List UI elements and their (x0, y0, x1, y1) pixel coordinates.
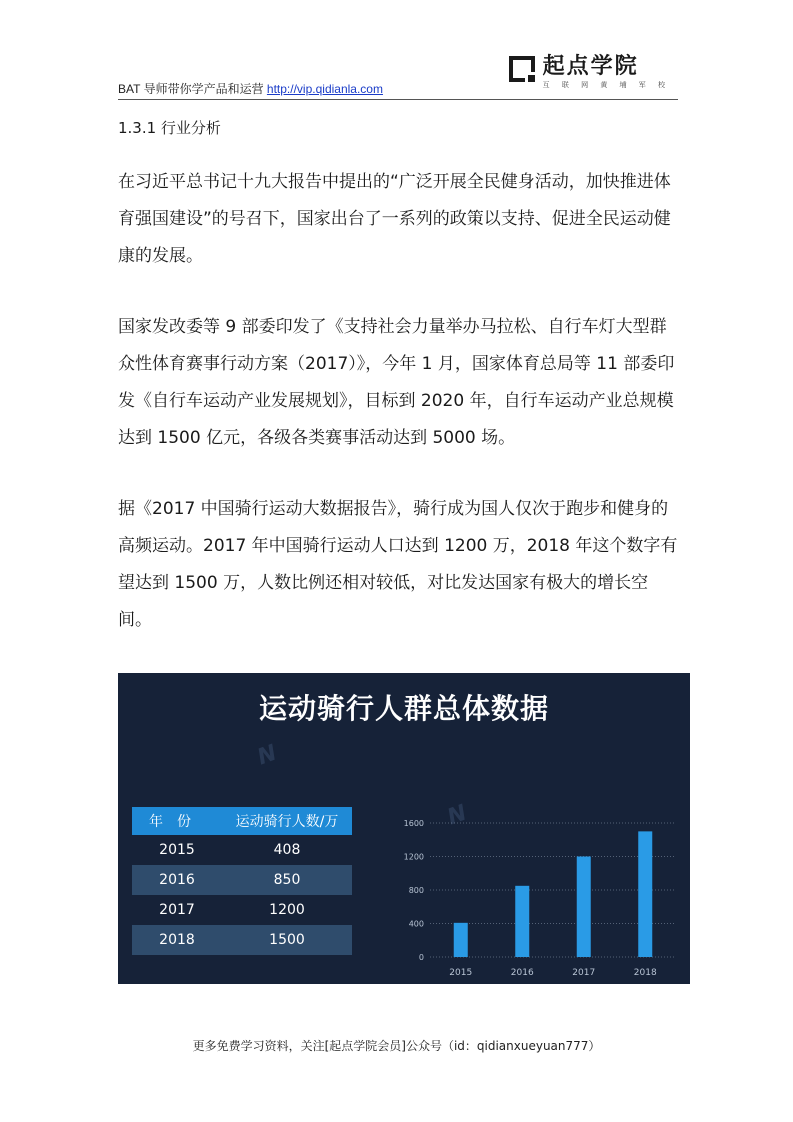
cycling-data-figure (118, 673, 690, 984)
table-row (132, 895, 352, 925)
data-table (132, 807, 352, 955)
x-tick-label: 2018 (633, 968, 657, 978)
table-row (132, 925, 352, 955)
y-tick-label: 400 (408, 919, 424, 929)
cell-year: 2015 (159, 842, 195, 858)
header-caption: BAT 导师带你学产品和运营 (118, 82, 267, 96)
cell-year: 2018 (159, 932, 195, 948)
bar-2016 (515, 886, 529, 957)
header-text (118, 80, 383, 97)
cell-year: 2017 (159, 902, 195, 918)
watermark: N (254, 740, 281, 771)
table-row (132, 865, 352, 895)
paragraph-1: 在习近平总书记十九大报告中提出的“广泛开展全民健身活动，加快推进体育强国建设”的号召下，国家出台了一系列的政策以支持、促进全民运动健康的发展。 (118, 172, 671, 266)
bar-2017 (577, 857, 591, 958)
cell-riders: 408 (273, 842, 301, 858)
header-riders: 运动骑行人数/万 (235, 814, 339, 830)
y-tick-label: 1600 (403, 819, 424, 828)
logo-title: 起点学院 (542, 54, 639, 79)
table-row (132, 835, 352, 865)
page-header (118, 54, 678, 100)
cell-riders: 1500 (269, 932, 305, 948)
paragraph-2: 国家发改委等 9 部委印发了《支持社会力量举办马拉松、自行车灯大型群众性体育赛事行动方案（2017）》，今年 1 月，国家体育总局等 11 部委印发《自行车运动产业发展规划》，目标到 2020 年，自行车运动产业总规模达到 1500 亿元，各级各类赛事活动达到 5000 场。 (118, 317, 675, 448)
paragraph-3: 据《2017 中国骑行运动大数据报告》，骑行成为国人仅次于跑步和健身的高频运动。2017 年中国骑行运动人口达到 1200 万，2018 年这个数字有望达到 1500 万，人数比例还相对较低，对比发达国家有极大的增长空间。 (118, 499, 678, 630)
logo (509, 54, 670, 94)
bar-chart (388, 800, 688, 983)
figure-title: 运动骑行人群总体数据 (258, 692, 549, 725)
y-tick-label: 800 (408, 886, 424, 895)
header-link[interactable]: http://vip.qidianla.com (266, 82, 383, 96)
page-footer: 更多免费学习资料，关注[起点学院会员]公众号（id：qidianxueyuan777） (192, 1039, 601, 1053)
y-tick-label: 1200 (403, 852, 424, 862)
bar-2015 (454, 923, 468, 957)
logo-mark-icon (509, 56, 537, 86)
header-divider (118, 99, 678, 100)
x-tick-label: 2017 (572, 968, 596, 978)
x-tick-label: 2016 (510, 968, 534, 978)
header-year: 年份 (149, 814, 205, 830)
x-tick-label: 2015 (449, 968, 473, 978)
cell-riders: 1200 (269, 902, 305, 918)
cell-year: 2016 (159, 872, 195, 888)
logo-subtitle: 互 联 网 黄 埔 军 校 (542, 81, 670, 89)
watermark: N (444, 800, 471, 831)
table-header (132, 807, 352, 835)
bar-2018 (638, 831, 652, 957)
cell-riders: 850 (273, 872, 301, 888)
section-title: 1.3.1 行业分析 (118, 119, 221, 137)
y-tick-label: 0 (418, 953, 424, 962)
